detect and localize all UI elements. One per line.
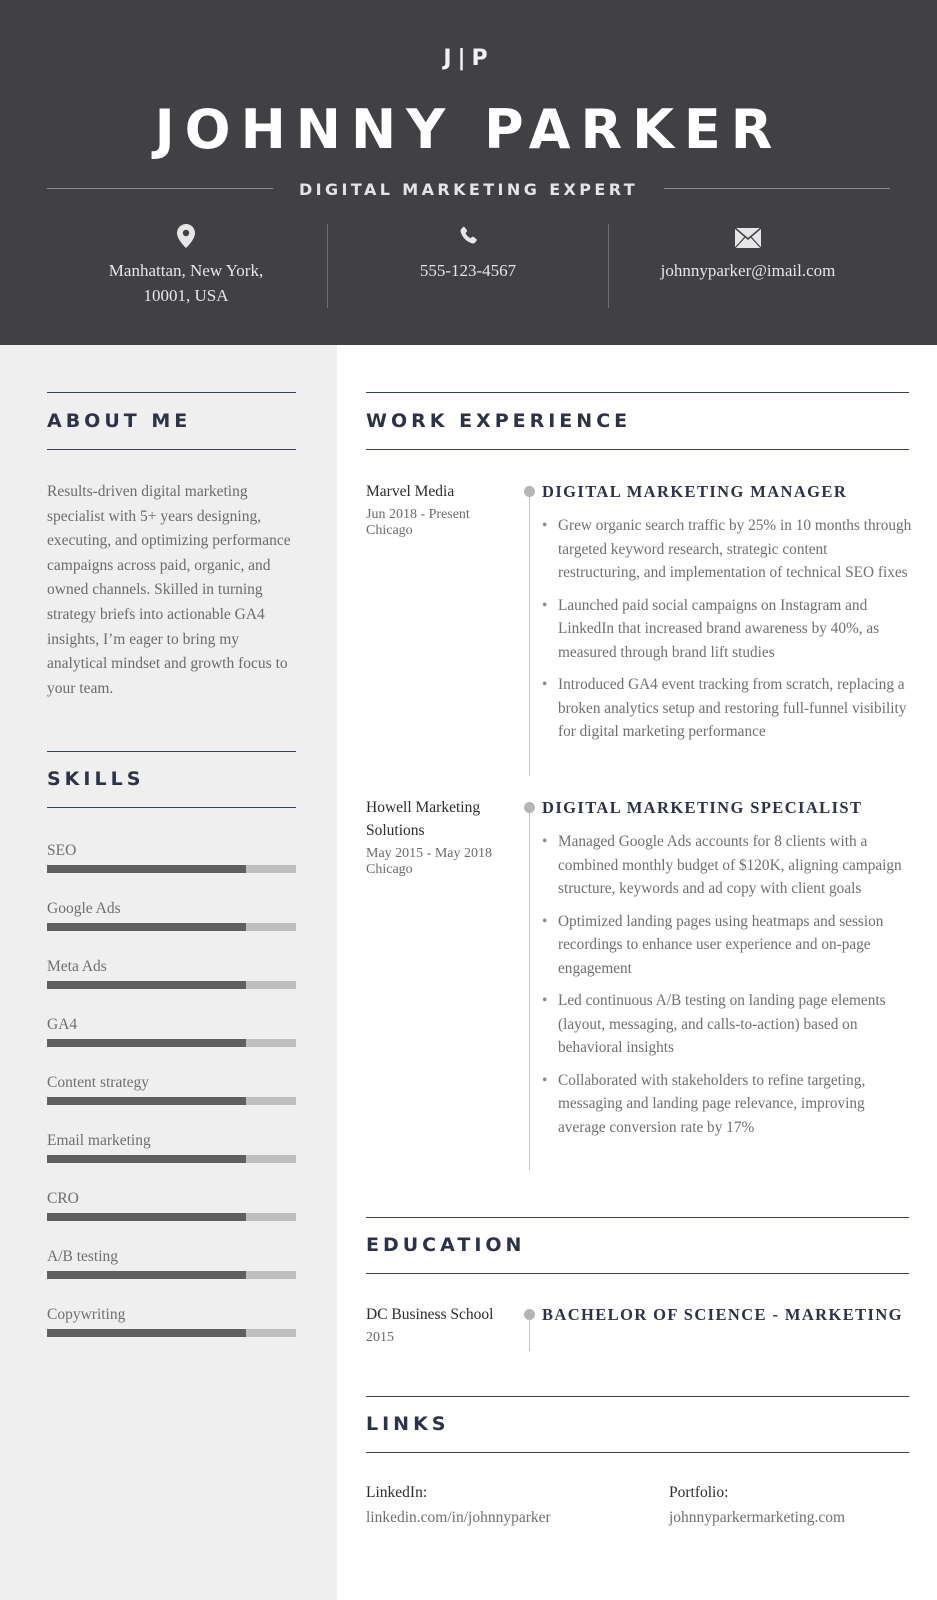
location-line-2: 10001, USA xyxy=(143,286,229,305)
company-name: Howell Marketing Solutions xyxy=(366,799,481,839)
title-divider-right xyxy=(664,188,890,189)
skill-item xyxy=(47,1074,296,1105)
about-rule-bottom xyxy=(47,449,296,450)
school-name: DC Business School xyxy=(366,1306,494,1323)
skill-label: CRO xyxy=(47,1190,79,1207)
linkedin-label: LinkedIn: xyxy=(366,1484,428,1501)
job-bullet: • Managed Google Ads accounts for 8 clients with a combined monthly budget of $120K, aligning campaign structure, keywords and ad copy with client goals xyxy=(542,830,912,901)
job-entry xyxy=(366,798,909,1172)
skill-bar xyxy=(47,1039,296,1047)
skills-rule-bottom xyxy=(47,807,296,808)
job-dates: Jun 2018 - Present xyxy=(366,507,470,522)
skill-label: Meta Ads xyxy=(47,958,107,975)
envelope-icon xyxy=(598,228,898,248)
links-rule-top xyxy=(366,1396,909,1397)
phone-number: 555-123-4567 xyxy=(419,261,517,280)
skill-bar-fill xyxy=(47,1329,246,1337)
about-heading: ABOUT ME xyxy=(47,410,192,432)
location-line-1: Manhattan, New York, xyxy=(108,261,264,280)
map-pin-icon xyxy=(36,224,336,248)
experience-rule-top xyxy=(366,392,909,393)
links-heading: LINKS xyxy=(366,1413,450,1435)
skill-label: Google Ads xyxy=(47,900,121,917)
skill-item xyxy=(47,1190,296,1221)
portfolio-label: Portfolio: xyxy=(669,1484,729,1501)
about-rule-top xyxy=(47,392,296,393)
job-bullet: • Collaborated with stakeholders to refine targeting, messaging and landing page relevance, improving average conversion rate by 17% xyxy=(542,1069,912,1140)
portfolio-link[interactable]: johnnyparkermarketing.com xyxy=(669,1509,846,1526)
skill-bar xyxy=(47,981,296,989)
job-meta xyxy=(366,796,506,878)
skill-bar xyxy=(47,1329,296,1337)
skill-item xyxy=(47,1132,296,1163)
timeline-line xyxy=(529,1315,530,1351)
skill-item xyxy=(47,1016,296,1047)
job-title: DIGITAL MARKETING SPECIALIST xyxy=(542,798,863,817)
skill-bar-fill xyxy=(47,1039,246,1047)
job-bullet: • Grew organic search traffic by 25% in 10 months through targeted keyword research, strategic content restructuring, and implementation of technical SEO fixes xyxy=(542,514,912,585)
education-rule-top xyxy=(366,1217,909,1218)
timeline-line xyxy=(529,808,530,1170)
job-meta xyxy=(366,480,506,539)
experience-rule-bottom xyxy=(366,449,909,450)
education-meta xyxy=(366,1303,516,1346)
job-bullet: • Launched paid social campaigns on Instagram and LinkedIn that increased brand awareness by 40%, as measured through brand lift studies xyxy=(542,594,912,665)
education-rule-bottom xyxy=(366,1273,909,1274)
phone-icon xyxy=(318,224,618,248)
skill-item xyxy=(47,842,296,873)
skill-bar-fill xyxy=(47,981,246,989)
job-title: DIGITAL MARKETING MANAGER xyxy=(542,482,848,501)
job-bullet: • Led continuous A/B testing on landing page elements (layout, messaging, and calls-to-action) based on behavioral insights xyxy=(542,989,912,1060)
timeline-line xyxy=(529,492,530,776)
linkedin-link[interactable]: linkedin.com/in/johnnyparker xyxy=(366,1509,551,1526)
skill-item xyxy=(47,1248,296,1279)
skill-bar-fill xyxy=(47,923,246,931)
job-bullet: • Introduced GA4 event tracking from scratch, replacing a broken analytics setup and restoring full-funnel visibility for digital marketing performance xyxy=(542,673,912,744)
skill-label: SEO xyxy=(47,842,77,859)
skill-bar xyxy=(47,1155,296,1163)
timeline-dot xyxy=(524,1309,535,1320)
skill-bar xyxy=(47,1097,296,1105)
company-name: Marvel Media xyxy=(366,483,455,500)
experience-heading: WORK EXPERIENCE xyxy=(366,410,632,432)
job-location: Chicago xyxy=(366,862,413,877)
skill-bar xyxy=(47,923,296,931)
skill-label: A/B testing xyxy=(47,1248,119,1265)
education-heading: EDUCATION xyxy=(366,1234,526,1256)
candidate-name: JOHNNY PARKER xyxy=(154,98,783,161)
links-rule-bottom xyxy=(366,1452,909,1453)
about-text: Results-driven digital marketing specialist with 5+ years designing, executing, and optimizing performance campaigns across paid, organic, and owned channels. Skilled in turning strategy briefs into actionable GA4 insights, I’m eager to bring my analytical mindset and growth focus to your team. xyxy=(47,483,291,697)
contact-phone xyxy=(318,224,618,283)
skill-label: Copywriting xyxy=(47,1306,126,1323)
timeline-dot xyxy=(524,802,535,813)
job-dates: May 2015 - May 2018 xyxy=(366,846,492,861)
skill-bar-fill xyxy=(47,1155,246,1163)
skill-bar-fill xyxy=(47,1271,246,1279)
skill-bar-fill xyxy=(47,1097,246,1105)
skill-bar xyxy=(47,1213,296,1221)
monogram: J|P xyxy=(443,46,494,71)
skills-rule-top xyxy=(47,751,296,752)
education-entry xyxy=(366,1305,909,1349)
job-entry xyxy=(366,482,912,776)
skill-item xyxy=(47,1306,296,1337)
email-address: johnnyparker@imail.com xyxy=(660,261,836,280)
skills-heading: SKILLS xyxy=(47,768,145,790)
skill-item xyxy=(47,900,296,931)
skill-bar xyxy=(47,865,296,873)
candidate-role: DIGITAL MARKETING EXPERT xyxy=(298,180,639,199)
job-bullet: • Optimized landing pages using heatmaps and session recordings to enhance user experience and on-page engagement xyxy=(542,910,912,981)
contact-email xyxy=(598,224,898,283)
timeline-dot xyxy=(524,486,535,497)
skill-item xyxy=(47,958,296,989)
resume-header xyxy=(0,0,937,345)
skill-label: Email marketing xyxy=(47,1132,151,1149)
skill-bar-fill xyxy=(47,1213,246,1221)
skill-bar-fill xyxy=(47,865,246,873)
job-bullets xyxy=(542,830,912,1148)
skill-label: Content strategy xyxy=(47,1074,150,1091)
job-bullets xyxy=(542,514,912,753)
degree-title: BACHELOR OF SCIENCE - MARKETING xyxy=(542,1305,903,1324)
job-location: Chicago xyxy=(366,523,413,538)
contact-location xyxy=(36,224,336,308)
skill-label: GA4 xyxy=(47,1016,78,1033)
skill-bar xyxy=(47,1271,296,1279)
graduation-year: 2015 xyxy=(366,1330,394,1345)
